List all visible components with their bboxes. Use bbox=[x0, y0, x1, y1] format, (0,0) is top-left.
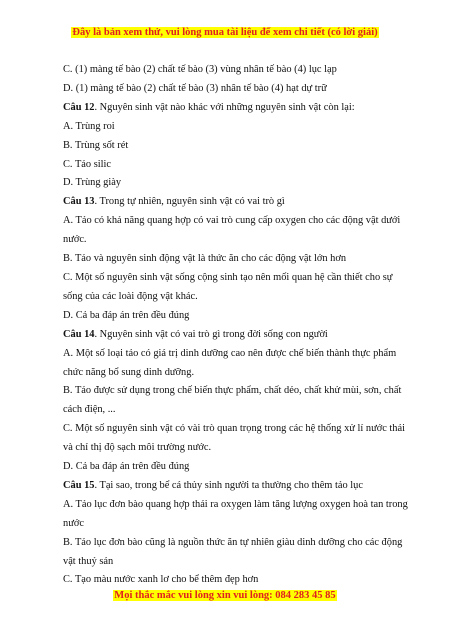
question-number: Câu 13 bbox=[63, 196, 95, 208]
document-body bbox=[63, 61, 413, 590]
option-line: A. Tảo lục đơn bào quang hợp thải ra oxygen làm tăng lượng oxygen hoà tan trong nước bbox=[63, 498, 408, 529]
contact-notice-text: Mọi thắc mắc vui lòng xin vui lòng: 084 283 45 85 bbox=[114, 590, 336, 601]
option-line: D. Trùng giày bbox=[63, 177, 122, 189]
contact-notice bbox=[0, 590, 450, 601]
question-text: . Trong tự nhiên, nguyên sinh vật có vai trò gì bbox=[94, 196, 285, 208]
question-number: Câu 12 bbox=[63, 101, 95, 113]
option-line: D. (1) màng tế bào (2) chất tế bào (3) nhân tế bào (4) hạt dự trữ bbox=[63, 82, 327, 94]
option-line: B. Trùng sốt rét bbox=[63, 139, 129, 151]
preview-notice-text: Đây là bản xem thử, vui lòng mua tài liệu để xem chi tiết (có lời giải) bbox=[72, 27, 378, 38]
option-line: D. Cả ba đáp án trên đều đúng bbox=[63, 309, 190, 321]
question-12 bbox=[63, 99, 413, 118]
option-line: B. Tảo lục đơn bào cũng là nguồn thức ăn tự nhiên giàu dinh dưỡng cho các động vật thuỷ sản bbox=[63, 536, 403, 567]
question-13 bbox=[63, 193, 413, 212]
option-line: C. Tạo màu nước xanh lơ cho bể thêm đẹp hơn bbox=[63, 574, 259, 586]
option-line: D. Cả ba đáp án trên đều đúng bbox=[63, 461, 190, 473]
option-line: B. Tảo được sử dụng trong chế biến thực phẩm, chất dẻo, chất khử mùi, sơn, chất cách điện, ... bbox=[63, 385, 402, 416]
question-text: . Nguyên sinh vật nào khác với những nguyên sinh vật còn lại: bbox=[94, 101, 355, 113]
option-line: A. Tảo có khả năng quang hợp có vai trò cung cấp oxygen cho các động vật dưới nước. bbox=[63, 215, 401, 246]
option-line: A. Trùng roi bbox=[63, 120, 115, 132]
question-text: . Tại sao, trong bể cá thủy sinh người ta thường cho thêm tảo lục bbox=[94, 479, 363, 491]
option-line: B. Tảo và nguyên sinh động vật là thức ăn cho các động vật lớn hơn bbox=[63, 253, 347, 265]
option-line: C. Một số nguyên sinh vật có vài trò quan trọng trong các hệ thống xử lí nước thải và chỉ thị độ sạch môi trường nước. bbox=[63, 423, 405, 454]
question-number: Câu 15 bbox=[63, 479, 95, 491]
option-line: A. Một số loại tảo có giá trị dinh dưỡng cao nên được chế biến thành thực phẩm chức năng bổ sung dinh dưỡng. bbox=[63, 347, 397, 378]
question-text: . Nguyên sinh vật có vai trò gì trong đời sống con người bbox=[94, 328, 328, 340]
option-line: C. Một số nguyên sinh vật sống cộng sinh tạo nên mối quan hệ cần thiết cho sự sống của các loài động vật khác. bbox=[63, 271, 393, 302]
question-15 bbox=[63, 477, 413, 496]
option-line: C. Tảo silic bbox=[63, 158, 112, 170]
question-14 bbox=[63, 326, 413, 345]
option-line: C. (1) màng tế bào (2) chất tế bào (3) vùng nhân tế bào (4) lục lạp bbox=[63, 64, 337, 75]
preview-notice bbox=[0, 27, 450, 38]
question-number: Câu 14 bbox=[63, 328, 95, 340]
